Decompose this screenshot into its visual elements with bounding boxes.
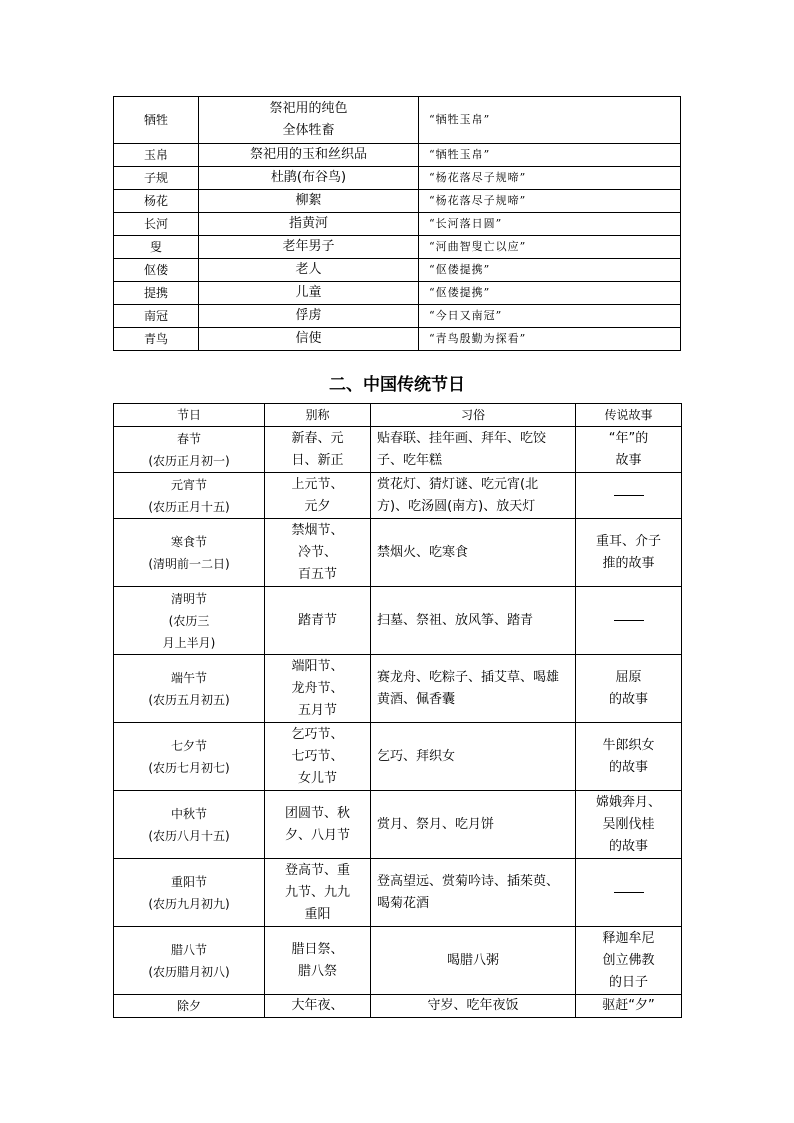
festival-legend: “年”的 故事	[576, 427, 682, 473]
festival-legend: 释迦牟尼 创立佛教 的日子	[576, 927, 682, 995]
festival-alias: 腊日祭、 腊八祭	[265, 927, 371, 995]
festival-legend: 屈原 的故事	[576, 655, 682, 723]
festival-date: (农历正月十五)	[148, 499, 230, 514]
vocab-table	[113, 96, 681, 351]
festival-cell	[114, 473, 265, 519]
festival-date: (清明前一二日)	[148, 556, 230, 571]
vocab-word: 提携	[114, 282, 199, 305]
festival-name: 春节	[176, 431, 201, 446]
festival-alias: 新春、元 日、新正	[265, 427, 371, 473]
festival-date: (农历九月初九)	[148, 896, 230, 911]
festival-cell	[114, 927, 265, 995]
festival-alias: 端阳节、 龙舟节、 五月节	[265, 655, 371, 723]
festival-table	[113, 403, 682, 1018]
festival-alias: 团圆节、秋 夕、八月节	[265, 791, 371, 859]
vocab-word: 南冠	[114, 305, 199, 328]
festival-date: (农历八月十五)	[148, 828, 230, 843]
header-alias: 别称	[265, 404, 371, 427]
festival-alias: 禁烟节、 冷节、 百五节	[265, 519, 371, 587]
festival-date: (农历七月初七)	[148, 760, 230, 775]
dash-placeholder	[614, 495, 644, 496]
vocab-meaning: 杜鹃(布谷鸟)	[199, 167, 419, 190]
table-row	[114, 791, 682, 859]
vocab-word: 玉帛	[114, 144, 199, 167]
table-row	[114, 859, 682, 927]
table-row	[114, 259, 681, 282]
festival-name: 除夕	[114, 995, 265, 1018]
festival-name: 清明节	[170, 591, 207, 606]
dash-placeholder	[614, 892, 644, 893]
vocab-source: “青鸟殷勤为探看”	[419, 328, 681, 351]
table-row	[114, 927, 682, 995]
festival-custom: 贴春联、挂年画、拜年、吃饺子、吃年糕	[371, 427, 576, 473]
vocab-meaning: 老年男子	[199, 236, 419, 259]
festival-cell	[114, 859, 265, 927]
table-row	[114, 995, 682, 1018]
vocab-source: “长河落日圆”	[419, 213, 681, 236]
festival-custom: 禁烟火、吃寒食	[371, 519, 576, 587]
festival-custom: 登高望远、赏菊吟诗、插茱萸、喝菊花酒	[371, 859, 576, 927]
festival-custom: 喝腊八粥	[371, 927, 576, 995]
table-row	[114, 655, 682, 723]
festival-custom: 扫墓、祭祖、放风筝、踏青	[371, 587, 576, 655]
festival-date: (农历正月初一)	[148, 453, 230, 468]
table-row	[114, 473, 682, 519]
vocab-source: “杨花落尽子规啼”	[419, 190, 681, 213]
festival-name: 重阳节	[170, 874, 207, 889]
festival-custom: 守岁、吃年夜饭	[371, 995, 576, 1018]
vocab-source: “杨花落尽子规啼”	[419, 167, 681, 190]
table-row	[114, 282, 681, 305]
festival-cell	[114, 655, 265, 723]
festival-cell	[114, 791, 265, 859]
table-row	[114, 167, 681, 190]
vocab-word: 长河	[114, 213, 199, 236]
table-row	[114, 213, 681, 236]
festival-alias: 踏青节	[265, 587, 371, 655]
festival-cell	[114, 587, 265, 655]
festival-name: 端午节	[170, 670, 207, 685]
vocab-meaning: 柳絮	[199, 190, 419, 213]
header-festival: 节日	[114, 404, 265, 427]
vocab-word: 杨花	[114, 190, 199, 213]
table-row	[114, 305, 681, 328]
vocab-source: “今日又南冠”	[419, 305, 681, 328]
table-row	[114, 190, 681, 213]
festival-alias: 上元节、 元夕	[265, 473, 371, 519]
vocab-meaning: 指黄河	[199, 213, 419, 236]
vocab-meaning: 老人	[199, 259, 419, 282]
festival-alias: 乞巧节、 七巧节、 女儿节	[265, 723, 371, 791]
festival-name: 七夕节	[170, 738, 207, 753]
festival-name: 寒食节	[170, 534, 207, 549]
festival-custom: 赏花灯、猜灯谜、吃元宵(北方)、吃汤圆(南方)、放天灯	[371, 473, 576, 519]
vocab-source: “河曲智叟亡以应”	[419, 236, 681, 259]
festival-custom: 乞巧、拜织女	[371, 723, 576, 791]
table-row	[114, 587, 682, 655]
festival-cell	[114, 723, 265, 791]
festival-legend	[576, 587, 682, 655]
vocab-meaning: 俘虏	[199, 305, 419, 328]
festival-date: (农历三 月上半月)	[162, 613, 216, 650]
table-row	[114, 328, 681, 351]
table-row	[114, 236, 681, 259]
vocab-source: “牺牲玉帛”	[419, 97, 681, 144]
table-header-row	[114, 404, 682, 427]
table-row	[114, 97, 681, 144]
festival-cell	[114, 519, 265, 587]
festival-legend: 驱赶“夕”	[576, 995, 682, 1018]
vocab-word: 子规	[114, 167, 199, 190]
festival-custom: 赏月、祭月、吃月饼	[371, 791, 576, 859]
vocab-word: 牺牲	[114, 97, 199, 144]
vocab-meaning: 祭祀用的玉和丝织品	[199, 144, 419, 167]
section-title: 二、中国传统节日	[329, 375, 465, 395]
vocab-meaning: 祭祀用的纯色 全体牲畜	[199, 97, 419, 144]
vocab-source: “伛偻提携”	[419, 282, 681, 305]
table-row	[114, 519, 682, 587]
vocab-meaning: 儿童	[199, 282, 419, 305]
table-row	[114, 427, 682, 473]
festival-alias: 登高节、重 九节、九九 重阳	[265, 859, 371, 927]
table-row	[114, 723, 682, 791]
vocab-meaning: 信使	[199, 328, 419, 351]
header-legend: 传说故事	[576, 404, 682, 427]
vocab-word: 叟	[114, 236, 199, 259]
festival-legend: 重耳、介子 推的故事	[576, 519, 682, 587]
festival-name: 元宵节	[170, 477, 207, 492]
dash-placeholder	[614, 620, 644, 621]
festival-date: (农历五月初五)	[148, 692, 230, 707]
festival-custom: 赛龙舟、吃粽子、插艾草、喝雄黄酒、佩香囊	[371, 655, 576, 723]
festival-legend	[576, 859, 682, 927]
vocab-source: “伛偻提携”	[419, 259, 681, 282]
festival-name: 腊八节	[170, 942, 207, 957]
header-custom: 习俗	[371, 404, 576, 427]
festival-legend: 牛郎织女 的故事	[576, 723, 682, 791]
vocab-word: 青鸟	[114, 328, 199, 351]
vocab-source: “牺牲玉帛”	[419, 144, 681, 167]
festival-legend: 嫦娥奔月、 吴刚伐桂 的故事	[576, 791, 682, 859]
festival-date: (农历腊月初八)	[148, 964, 230, 979]
festival-cell	[114, 427, 265, 473]
festival-alias: 大年夜、	[265, 995, 371, 1018]
vocab-word: 伛偻	[114, 259, 199, 282]
festival-legend	[576, 473, 682, 519]
table-row	[114, 144, 681, 167]
festival-name: 中秋节	[170, 806, 207, 821]
